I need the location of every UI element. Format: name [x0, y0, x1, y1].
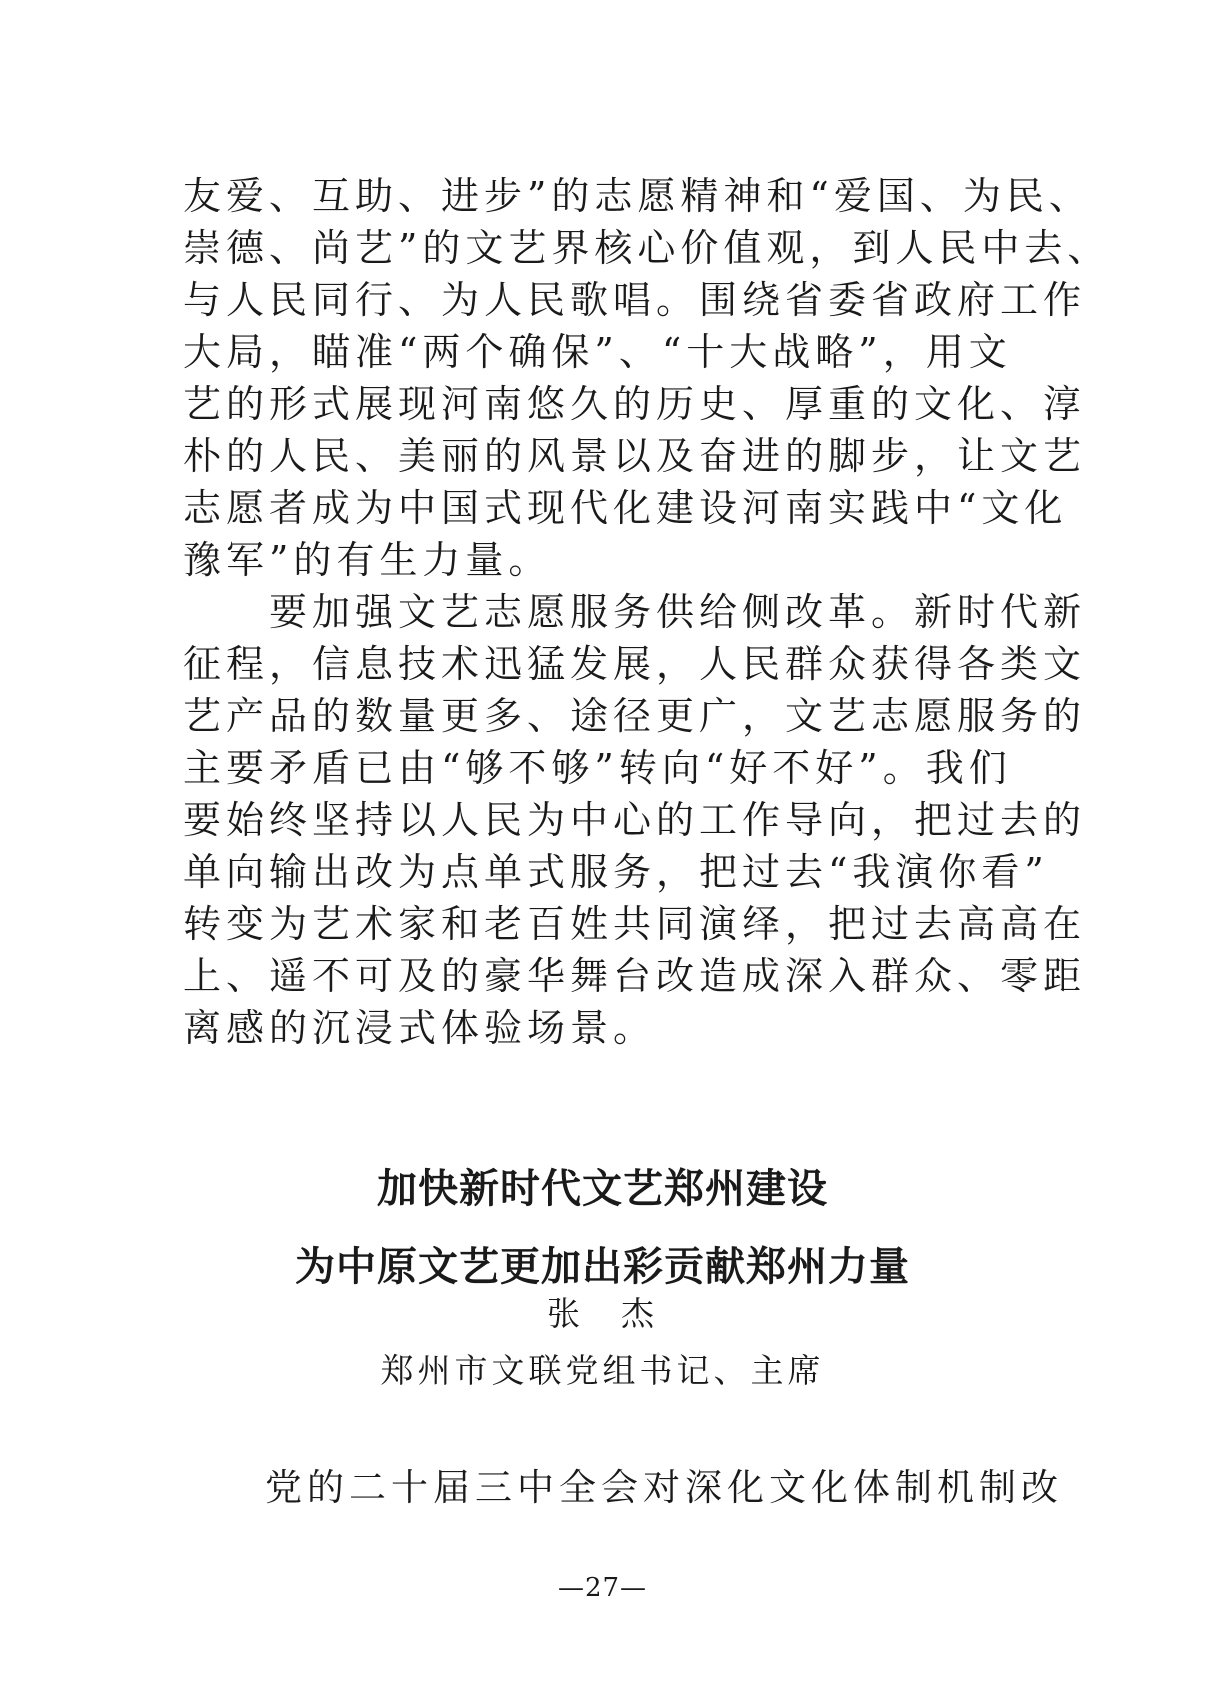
article-title-line-1: 加快新时代文艺郑州建设 [377, 1166, 828, 1212]
author-name: 张 杰 [547, 1294, 658, 1333]
article-title-line-2: 为中原文艺更加出彩贡献郑州力量 [295, 1244, 910, 1290]
paragraph-line: 上、遥不可及的豪华舞台改造成深入群众、零距 [183, 954, 1087, 998]
paragraph-line: 友爱、互助、进步”的志愿精神和“爱国、为民、 [183, 174, 1092, 218]
paragraph-line: 与人民同行、为人民歌唱。围绕省委省政府工作 [183, 278, 1087, 322]
paragraph-line: 朴的人民、美丽的风景以及奋进的脚步，让文艺 [183, 434, 1087, 478]
paragraph-line: 要始终坚持以人民为中心的工作导向，把过去的 [183, 798, 1087, 842]
article-title [0, 1150, 1205, 1306]
paragraph-line: 大局，瞄准“两个确保”、“十大战略”，用文 [183, 330, 1012, 374]
paragraph-line: 单向输出改为点单式服务，把过去“我演你看” [183, 850, 1049, 894]
paragraph-line: 离感的沉浸式体验场景。 [183, 1006, 657, 1050]
paragraph-line: 主要矛盾已由“够不够”转向“好不好”。我们 [183, 746, 1012, 790]
author-position: 郑州市文联党组书记、主席 [380, 1351, 825, 1390]
paragraph-line: 艺产品的数量更多、途径更广，文艺志愿服务的 [183, 694, 1087, 738]
page-number: —27— [557, 1573, 648, 1603]
paragraph-line: 艺的形式展现河南悠久的历史、厚重的文化、淳 [183, 382, 1087, 426]
paragraph-line: 志愿者成为中国式现代化建设河南实践中“文化 [183, 486, 1068, 530]
paragraph-line: 崇德、尚艺”的文艺界核心价值观，到人民中去、 [183, 226, 1111, 270]
paragraph-line: 征程，信息技术迅猛发展，人民群众获得各类文 [183, 642, 1087, 686]
paragraph-line: 转变为艺术家和老百姓共同演绎，把过去高高在 [183, 902, 1087, 946]
paragraph-line: 要加强文艺志愿服务供给侧改革。新时代新 [269, 590, 1087, 634]
paragraph-line: 豫军”的有生力量。 [183, 538, 552, 582]
body-text [183, 170, 1111, 1054]
article-intro-line: 党的二十届三中全会对深化文化体制机制改 [265, 1466, 1063, 1509]
